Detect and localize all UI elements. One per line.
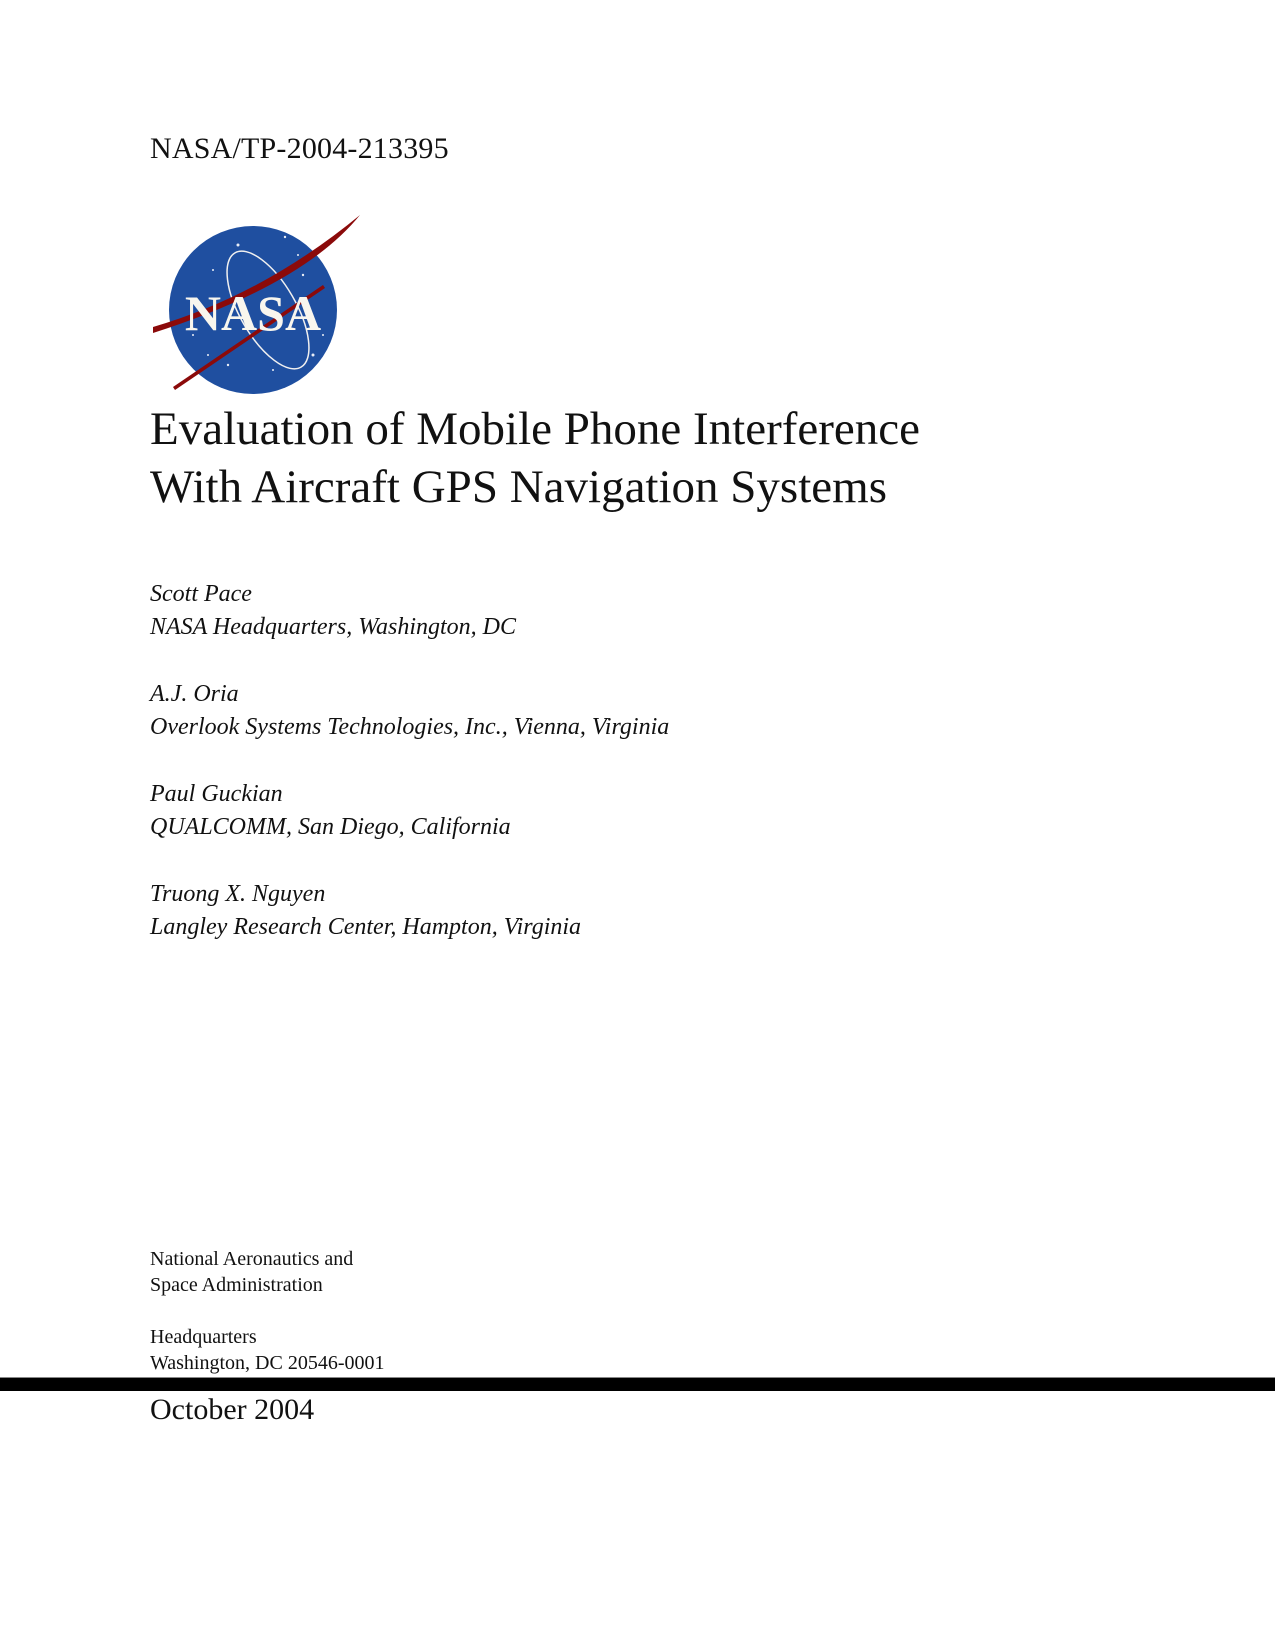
title-line-1: Evaluation of Mobile Phone Interference bbox=[150, 403, 920, 455]
author-entry bbox=[150, 778, 669, 844]
title-line-2: With Aircraft GPS Navigation Systems bbox=[150, 461, 887, 513]
report-number: NASA/TP-2004-213395 bbox=[150, 132, 449, 165]
document-title bbox=[150, 400, 920, 516]
author-entry bbox=[150, 878, 669, 944]
publisher-line: National Aeronautics and bbox=[150, 1248, 354, 1270]
author-name: Paul Guckian bbox=[150, 781, 283, 807]
author-entry bbox=[150, 578, 669, 644]
author-name: Scott Pace bbox=[150, 581, 252, 607]
nasa-logo-icon bbox=[153, 215, 383, 395]
svg-text:NASA: NASA bbox=[184, 285, 322, 341]
publisher-line: Headquarters bbox=[150, 1326, 257, 1348]
author-affiliation: Langley Research Center, Hampton, Virginia bbox=[150, 914, 582, 940]
author-affiliation: QUALCOMM, San Diego, California bbox=[150, 814, 511, 840]
author-list bbox=[150, 578, 669, 978]
author-name: Truong X. Nguyen bbox=[150, 881, 326, 907]
publisher-line: Space Administration bbox=[150, 1274, 323, 1296]
author-name: A.J. Oria bbox=[150, 681, 239, 707]
divider-rule bbox=[0, 1377, 1275, 1391]
publisher-line: Washington, DC 20546-0001 bbox=[150, 1352, 385, 1374]
author-entry bbox=[150, 678, 669, 744]
author-affiliation: Overlook Systems Technologies, Inc., Vienna, Virginia bbox=[150, 714, 670, 740]
author-affiliation: NASA Headquarters, Washington, DC bbox=[150, 614, 517, 640]
publication-date: October 2004 bbox=[150, 1393, 315, 1426]
publisher-block bbox=[150, 1246, 385, 1376]
